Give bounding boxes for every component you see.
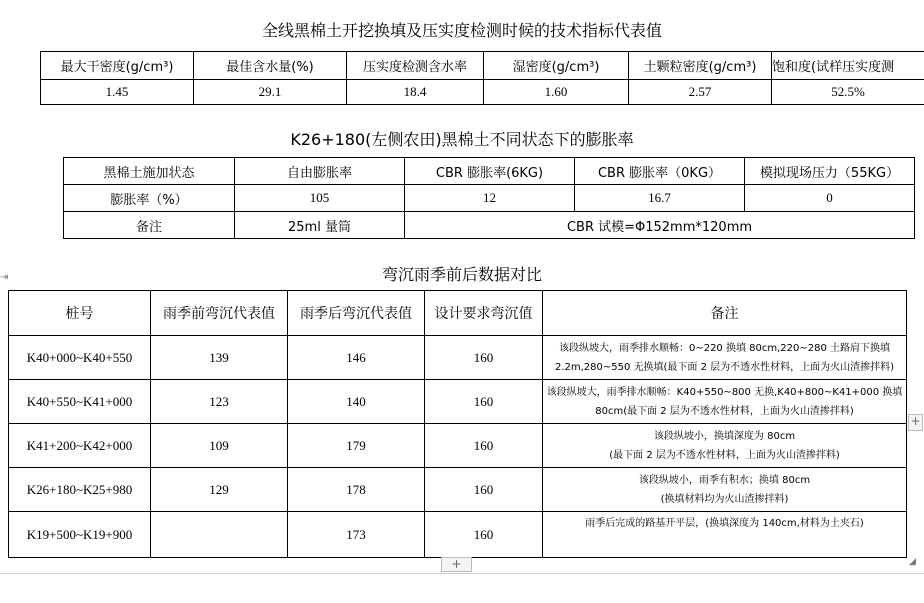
value-particle-density: 2.57 — [629, 80, 772, 105]
table-move-handle[interactable]: ⇥ — [0, 272, 9, 283]
value-saturation: 52.5% — [772, 80, 924, 105]
remark-line: 该段纵坡大，雨季排水顺畅：K40+550~800 无换,K40+800~K41+000 换填 — [546, 386, 903, 398]
value-optimum-moisture: 29.1 — [194, 80, 347, 105]
header-saturation: 饱和度(试样压实度测 — [772, 52, 924, 80]
value-max-dry-density: 1.45 — [41, 80, 194, 105]
design-value-cell: 160 — [425, 424, 543, 468]
header-before-rain: 雨季前弯沉代表值 — [151, 291, 288, 336]
after-rain-cell: 179 — [288, 424, 425, 468]
remark-line: 雨季后完成的路基开平层，(换填深度为 140cm,材料为土夹石) — [585, 518, 864, 529]
value-site-pressure: 0 — [745, 185, 915, 212]
section3-title: 弯沉雨季前后数据对比 — [381, 265, 542, 284]
table-row — [9, 336, 907, 380]
deflection-table — [8, 290, 907, 558]
before-rain-cell: 109 — [151, 424, 288, 468]
header-remarks: 备注 — [543, 291, 907, 336]
station-cell: K26+180~K25+980 — [9, 468, 151, 512]
before-rain-cell — [151, 512, 288, 558]
design-value-cell: 160 — [425, 380, 543, 424]
before-rain-cell: 123 — [151, 380, 288, 424]
remark-line: (换填材料均为火山渣掺拌料) — [660, 493, 789, 505]
remark-line: (最下面 2 层为不透水性材料，上面为火山渣掺拌料) — [609, 449, 840, 461]
header-max-dry-density: 最大干密度(g/cm³) — [41, 52, 194, 80]
design-value-cell: 160 — [425, 512, 543, 558]
before-rain-cell: 139 — [151, 336, 288, 380]
add-column-button[interactable]: + — [908, 414, 923, 431]
remark-line: 该段纵坡小，换填深度为 80cm — [653, 430, 796, 442]
header-free-swell: 自由膨胀率 — [235, 158, 405, 185]
remark-line: 该段纵坡大，雨季排水顺畅：0~220 换填 80cm,220~280 土路肩下换填 — [558, 342, 891, 354]
table-row — [9, 380, 907, 424]
station-cell: K41+200~K42+000 — [9, 424, 151, 468]
design-value-cell: 160 — [425, 468, 543, 512]
value-free-swell: 105 — [235, 185, 405, 212]
header-optimum-moisture: 最佳含水量(%) — [194, 52, 347, 80]
header-cbr-6kg: CBR 膨胀率(6KG) — [405, 158, 575, 185]
row-label-swell-rate: 膨胀率（%） — [64, 185, 235, 212]
note-cbr-mold: CBR 试模=Φ152mm*120mm — [405, 212, 915, 239]
value-compaction-moisture: 18.4 — [347, 80, 484, 105]
design-value-cell: 160 — [425, 336, 543, 380]
row-label-note: 备注 — [64, 212, 235, 239]
header-after-rain: 雨季后弯沉代表值 — [288, 291, 425, 336]
table-row — [9, 424, 907, 468]
station-cell: K19+500~K19+900 — [9, 512, 151, 558]
remark-line: 该段纵坡小，雨季有积水；换填 80cm — [638, 474, 811, 486]
remark-cell — [543, 380, 907, 424]
header-apply-state: 黑棉土施加状态 — [64, 158, 235, 185]
value-wet-density: 1.60 — [484, 80, 629, 105]
remark-cell — [543, 468, 907, 512]
section1-title: 全线黑棉土开挖换填及压实度检测时候的技术指标代表值 — [261, 21, 662, 40]
remark-cell — [543, 336, 907, 380]
page-divider — [0, 573, 924, 574]
before-rain-cell: 129 — [151, 468, 288, 512]
after-rain-cell: 140 — [288, 380, 425, 424]
remark-line: 2.2m,280~550 无换填(最下面 2 层为不透水性材料，上面为火山渣掺拌料) — [554, 361, 895, 373]
header-compaction-moisture: 压实度检测含水率 — [347, 52, 484, 80]
remark-cell — [543, 512, 907, 558]
after-rain-cell: 146 — [288, 336, 425, 380]
note-cylinder: 25ml 量筒 — [235, 212, 405, 239]
header-site-pressure: 模拟现场压力（55KG） — [745, 158, 915, 185]
header-design-value: 设计要求弯沉值 — [425, 291, 543, 336]
value-cbr-6kg: 12 — [405, 185, 575, 212]
table-resize-handle[interactable]: ◢ — [909, 557, 916, 567]
station-cell: K40+550~K41+000 — [9, 380, 151, 424]
section2-title: K26+180(左侧农田)黑棉土不同状态下的膨胀率 — [290, 130, 634, 149]
density-table — [40, 51, 924, 105]
station-cell: K40+000~K40+550 — [9, 336, 151, 380]
swelling-table — [63, 157, 915, 239]
header-station: 桩号 — [9, 291, 151, 336]
header-cbr-0kg: CBR 膨胀率（0KG） — [575, 158, 745, 185]
header-particle-density: 土颗粒密度(g/cm³) — [629, 52, 772, 80]
add-row-button[interactable]: + — [441, 557, 472, 572]
value-cbr-0kg: 16.7 — [575, 185, 745, 212]
remark-cell — [543, 424, 907, 468]
after-rain-cell: 173 — [288, 512, 425, 558]
after-rain-cell: 178 — [288, 468, 425, 512]
header-wet-density: 湿密度(g/cm³) — [484, 52, 629, 80]
table-row — [9, 468, 907, 512]
table-row — [9, 512, 907, 558]
remark-line: 80cm(最下面 2 层为不透水性材料，上面为火山渣掺拌料) — [595, 405, 854, 417]
